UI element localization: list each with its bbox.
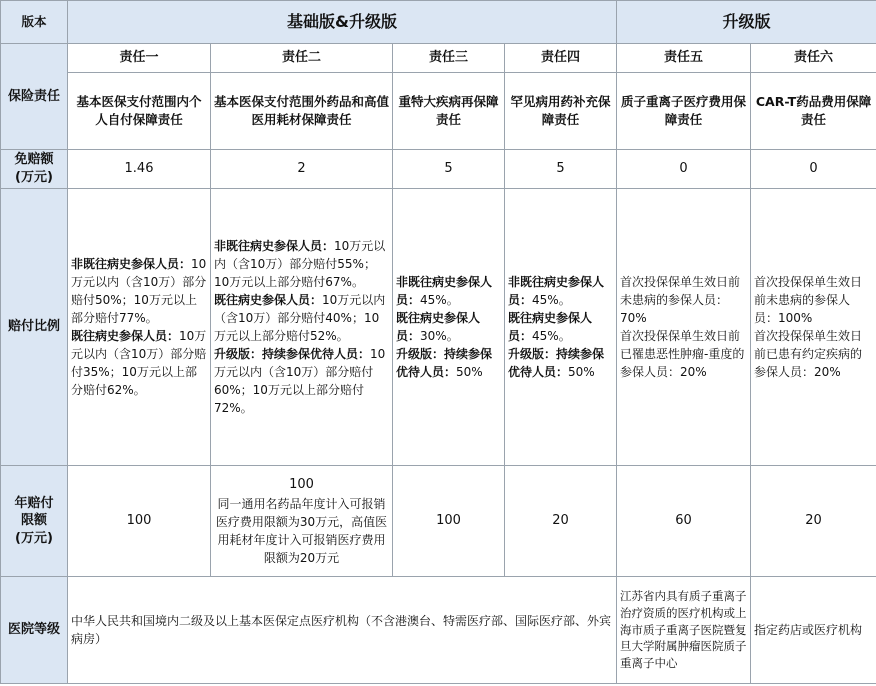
ratio-1-label-b: 既往病史参保人员： (71, 329, 180, 343)
ratio-1-text-b: 10万元以内（含10万）部分赔付35%；10万元以上部分赔付62%。 (71, 329, 207, 397)
limit-value-5: 60 (617, 466, 751, 577)
responsibility-title-2: 基本医保支付范围外药品和高值医用耗材保障责任 (211, 73, 393, 150)
ratio-2-text-b: 10万元以内（含10万）部分赔付40%；10万元以上部分赔付52%。 (214, 293, 386, 343)
ratio-label: 赔付比例 (7, 319, 60, 335)
group-basic-label: 基础版&升级版 (287, 12, 397, 32)
limit-label-line1: 年赔付 (14, 495, 54, 511)
ratio-4-text-b: 45%。 (532, 329, 571, 343)
ratio-cell-1 (68, 189, 211, 466)
deductible-value-5: 0 (617, 150, 751, 189)
version-label-cell (1, 1, 68, 44)
ratio-2-label-b: 既往病史参保人员： (214, 293, 323, 307)
limit-value-3: 100 (393, 466, 505, 577)
limit-value-1: 100 (68, 466, 211, 577)
limit-note-2: 同一通用名药品年度计入可报销医疗费用限额为30万元，高值医用耗材年度计入可报销医疗费用限额为20万元 (215, 496, 388, 565)
ratio-cell-2 (211, 189, 393, 466)
column-header-4 (505, 44, 617, 73)
ratio-3-text-a: 45%。 (420, 293, 459, 307)
hospital-col5: 江苏省内具有质子重离子治疗资质的医疗机构或上海市质子重离子医院暨复旦大学附属肿瘤医院质子重离子中心 (617, 577, 751, 684)
column-name-6: 责任六 (794, 49, 834, 65)
responsibility-title-3: 重特大疾病再保障责任 (393, 73, 505, 150)
ratio-3-text-c: 50% (456, 365, 483, 379)
ratio-cell-3 (393, 189, 505, 466)
ratio-cell-6: 首次投保保单生效日前未患病的参保人员：100% 首次投保保单生效日前已患有约定疾病的参保人员：20% (751, 189, 876, 466)
deductible-value-6: 0 (751, 150, 876, 189)
responsibility-title-1: 基本医保支付范围内个人自付保障责任 (68, 73, 211, 150)
row-label-ratio (1, 189, 68, 466)
ratio-1-text-a: 10万元以内（含10万）部分赔付50%；10万元以上部分赔付77%。 (71, 257, 207, 325)
ratio-4-text-a: 45%。 (532, 293, 571, 307)
group-header-basic (68, 1, 617, 44)
ratio-3-text-b: 30%。 (420, 329, 459, 343)
column-name-5: 责任五 (664, 49, 704, 65)
ratio-cell-4 (505, 189, 617, 466)
column-header-3 (393, 44, 505, 73)
ratio-2-label-c: 升级版：持续参保优待人员： (214, 347, 371, 361)
responsibility-title-5: 质子重离子医疗费用保障责任 (617, 73, 751, 150)
responsibility-label: 保险责任 (7, 88, 60, 104)
deductible-value-1: 1.46 (68, 150, 211, 189)
group-upgrade-label: 升级版 (722, 12, 771, 32)
hospital-label: 医院等级 (7, 622, 60, 638)
column-name-1: 责任一 (119, 49, 159, 65)
limit-label-line3: (万元) (15, 530, 53, 546)
ratio-2-label-a: 非既往病史参保人员： (214, 239, 335, 253)
ratio-4-label-a: 非既往病史参保人员： (508, 275, 605, 307)
limit-label-line2: 限额 (20, 513, 47, 529)
ratio-3-label-a: 非既往病史参保人员： (396, 275, 493, 307)
ratio-4-label-b: 既往病史参保人员： (508, 311, 593, 343)
row-label-deductible (1, 150, 68, 189)
ratio-cell-5: 首次投保保单生效日前未患病的参保人员：70% 首次投保保单生效日前已罹患恶性肿瘤-重度的参保人员：20% (617, 189, 751, 466)
responsibility-title-4: 罕见病用药补充保障责任 (505, 73, 617, 150)
version-label: 版本 (21, 13, 47, 29)
column-name-3: 责任三 (428, 49, 468, 65)
row-label-limit (1, 466, 68, 577)
column-header-2 (211, 44, 393, 73)
limit-value-6: 20 (751, 466, 876, 577)
group-header-upgrade (617, 1, 876, 44)
column-name-4: 责任四 (541, 49, 581, 65)
column-header-6 (751, 44, 876, 73)
responsibility-title-6: CAR-T药品费用保障责任 (751, 73, 876, 150)
column-header-1 (68, 44, 211, 73)
deductible-value-3: 5 (393, 150, 505, 189)
hospital-basic: 中华人民共和国境内二级及以上基本医保定点医疗机构（不含港澳台、特需医疗部、国际医疗部、外宾病房） (68, 577, 617, 684)
limit-value-2: 100 (289, 477, 314, 493)
ratio-3-label-b: 既往病史参保人员： (396, 311, 481, 343)
ratio-4-label-c: 升级版：持续参保优待人员： (508, 347, 605, 379)
column-name-2: 责任二 (281, 49, 321, 65)
ratio-2-text-c: 10万元以内（含10万）部分赔付60%；10万元以上部分赔付72%。 (214, 347, 386, 415)
limit-cell-2 (211, 466, 393, 577)
ratio-2-text-a: 10万元以内（含10万）部分赔付55%；10万元以上部分赔付67%。 (214, 239, 386, 289)
column-header-5 (617, 44, 751, 73)
ratio-4-text-c: 50% (568, 365, 595, 379)
limit-value-4: 20 (505, 466, 617, 577)
deductible-label-line2: (万元) (15, 170, 53, 185)
deductible-value-4: 5 (505, 150, 617, 189)
hospital-col6: 指定药店或医疗机构 (751, 577, 876, 684)
ratio-3-label-c: 升级版：持续参保优待人员： (396, 347, 493, 379)
ratio-1-label-a: 非既往病史参保人员： (71, 257, 192, 271)
deductible-value-2: 2 (211, 150, 393, 189)
row-label-responsibility (1, 44, 68, 150)
deductible-label-line1: 免赔额 (14, 152, 54, 168)
row-label-hospital (1, 577, 68, 684)
